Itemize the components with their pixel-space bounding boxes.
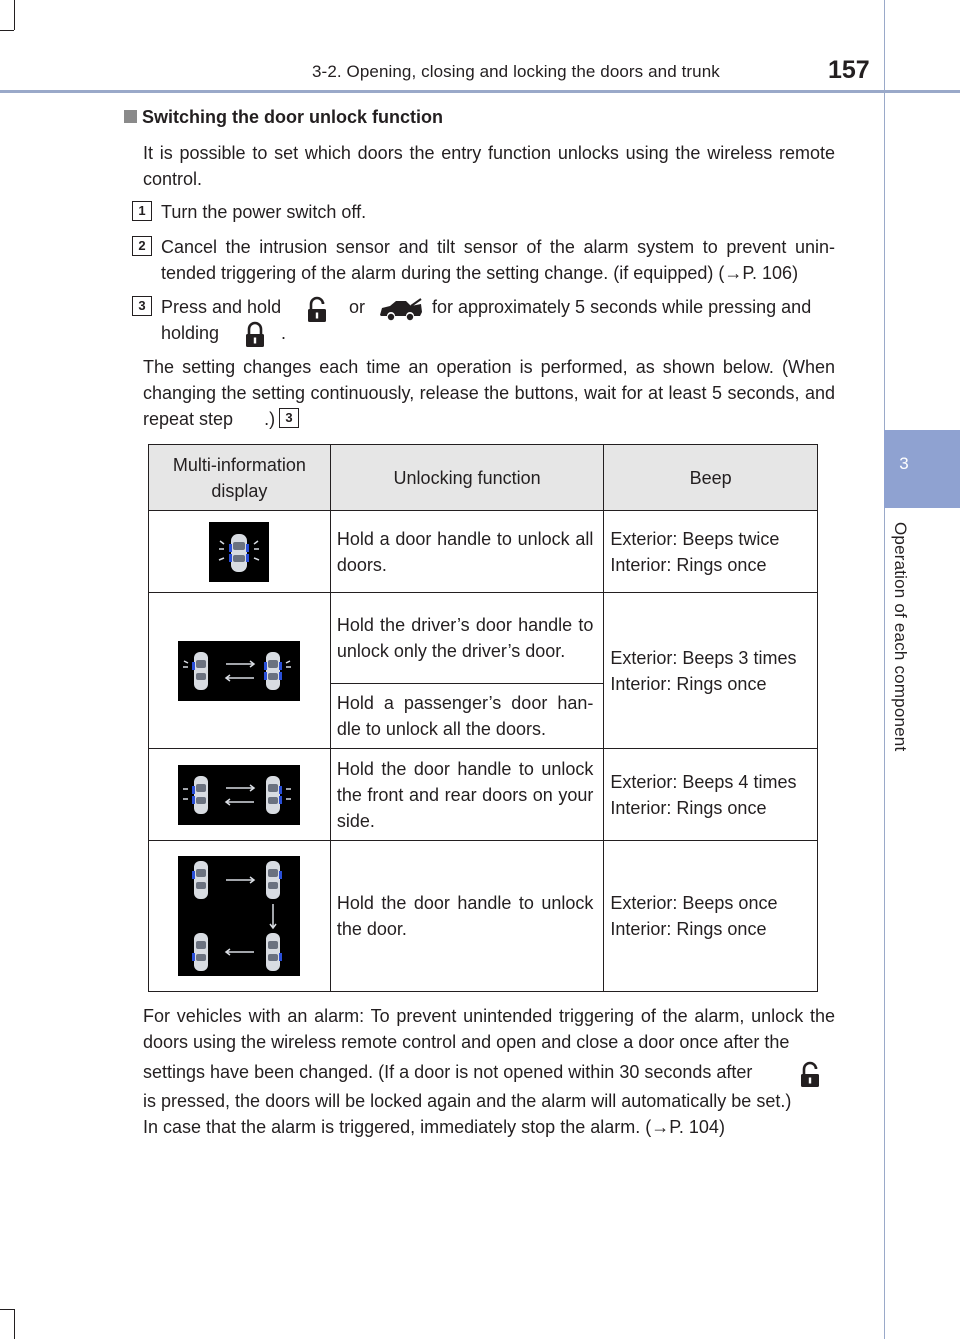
header-display: Multi-information display <box>149 445 331 511</box>
unlock-icon <box>305 296 329 324</box>
step-2-text: Cancel the intrusion sensor and tilt sensor of the alarm system to prevent unin-tended triggering of the alarm during the setting change. (if equipped) (→P. 106) <box>161 237 835 283</box>
step-1-text: Turn the power switch off. <box>161 202 367 222</box>
beep-interior: Interior: Rings once <box>610 919 767 939</box>
crop-mark <box>0 1309 14 1310</box>
table-row <box>149 841 818 992</box>
car-top-view-icon <box>266 933 282 971</box>
running-header: 3-2. Opening, closing and locking the doors and trunk <box>312 62 720 81</box>
function-cell: Hold the door handle to unlock the front and rear doors on your side. <box>330 749 604 841</box>
square-bullet-icon <box>124 110 137 123</box>
unlock-icon <box>798 1061 822 1089</box>
beep-interior: Interior: Rings once <box>610 673 767 694</box>
crop-mark <box>14 0 15 30</box>
step-ref-box: 3 <box>279 408 299 428</box>
display-single-door-image <box>178 856 300 976</box>
unlock-function-table <box>148 444 818 992</box>
step-3-holding: holding <box>161 323 220 343</box>
car-top-view-icon <box>192 652 208 690</box>
display-cell <box>149 749 331 841</box>
chapter-tab <box>884 430 960 508</box>
car-top-view-icon <box>266 861 282 899</box>
car-top-view-icon <box>192 933 208 971</box>
beep-interior: Interior: Rings once <box>610 797 767 818</box>
beep-cell <box>604 593 818 749</box>
table-row <box>149 593 818 684</box>
setting-note-end: .) <box>264 409 276 429</box>
beep-exterior: Exterior: Beeps 4 times <box>610 771 797 792</box>
car-top-view-icon <box>192 776 208 814</box>
car-top-view-icon <box>264 652 282 690</box>
function-cell: Hold the door handle to unlock the door. <box>330 841 604 992</box>
side-rule <box>884 0 885 1339</box>
alarm-note-line-4: In case that the alarm is triggered, immediately stop the alarm. (→P. 104) <box>143 1117 725 1137</box>
car-top-view-icon <box>266 776 282 814</box>
step-number-box: 3 <box>132 296 152 316</box>
setting-note-text: The setting changes each time an operation is performed, as shown below. (When changing the setting continuously, release the buttons, wait for at least 5 seconds, and repeat step <box>143 357 835 429</box>
section-heading <box>124 107 443 128</box>
header-beep: Beep <box>604 445 818 511</box>
header-rule <box>0 90 960 93</box>
step-number-box: 1 <box>132 201 152 221</box>
step-3-duration: for approximately 5 seconds while pressing and <box>432 297 812 317</box>
setting-note <box>143 354 835 432</box>
section-title: Switching the door unlock function <box>142 107 443 127</box>
beep-interior: Interior: Rings once <box>610 554 767 575</box>
step-3-period: . <box>281 323 287 343</box>
crop-mark <box>14 1309 15 1339</box>
step-number-box: 2 <box>132 236 152 256</box>
function-cell: Hold a door handle to unlock all doors. <box>330 511 604 593</box>
display-cell <box>149 841 331 992</box>
chapter-number: 3 <box>899 454 909 473</box>
beep-exterior: Exterior: Beeps once <box>610 893 778 913</box>
lock-icon <box>243 321 267 349</box>
function-cell: Hold the driver’s door handle to unlock only the driver’s door. <box>330 593 604 684</box>
beep-exterior: Exterior: Beeps twice <box>610 528 780 549</box>
page-number: 157 <box>828 56 870 84</box>
beep-cell <box>604 749 818 841</box>
function-cell: Hold a passenger’s door han-dle to unlock all the doors. <box>330 684 604 749</box>
step-3-press-hold: Press and hold <box>161 297 282 317</box>
beep-cell <box>604 841 818 992</box>
table-header-row <box>149 445 818 511</box>
chapter-title: Operation of each component <box>891 522 910 752</box>
step-3-or: or <box>349 297 366 317</box>
beep-exterior: Exterior: Beeps 3 times <box>610 647 797 668</box>
table-row <box>149 511 818 593</box>
display-driver-door-image <box>178 641 300 701</box>
display-cell <box>149 511 331 593</box>
display-side-doors-image <box>178 765 300 825</box>
alarm-note-line-1: For vehicles with an alarm: To prevent unintended triggering of the alarm, unlock the doors using the wireless remote control and open and close a door once after the <box>143 1006 835 1052</box>
table-row <box>149 749 818 841</box>
intro-paragraph: It is possible to set which doors the entry function unlocks using the wireless remote control. <box>143 143 835 189</box>
crop-mark <box>0 30 14 31</box>
display-all-doors-image <box>209 522 269 582</box>
display-cell <box>149 593 331 749</box>
alarm-note-line-2: settings have been changed. (If a door is not opened within 30 seconds after <box>143 1062 753 1082</box>
car-top-view-icon <box>229 534 249 572</box>
step-3-line-1 <box>161 294 835 320</box>
trunk-icon <box>378 298 424 322</box>
car-top-view-icon <box>192 861 208 899</box>
header-function: Unlocking function <box>330 445 604 511</box>
beep-cell <box>604 511 818 593</box>
alarm-note-line-3: is pressed, the doors will be locked again and the alarm will automatically be set.) <box>143 1091 792 1111</box>
